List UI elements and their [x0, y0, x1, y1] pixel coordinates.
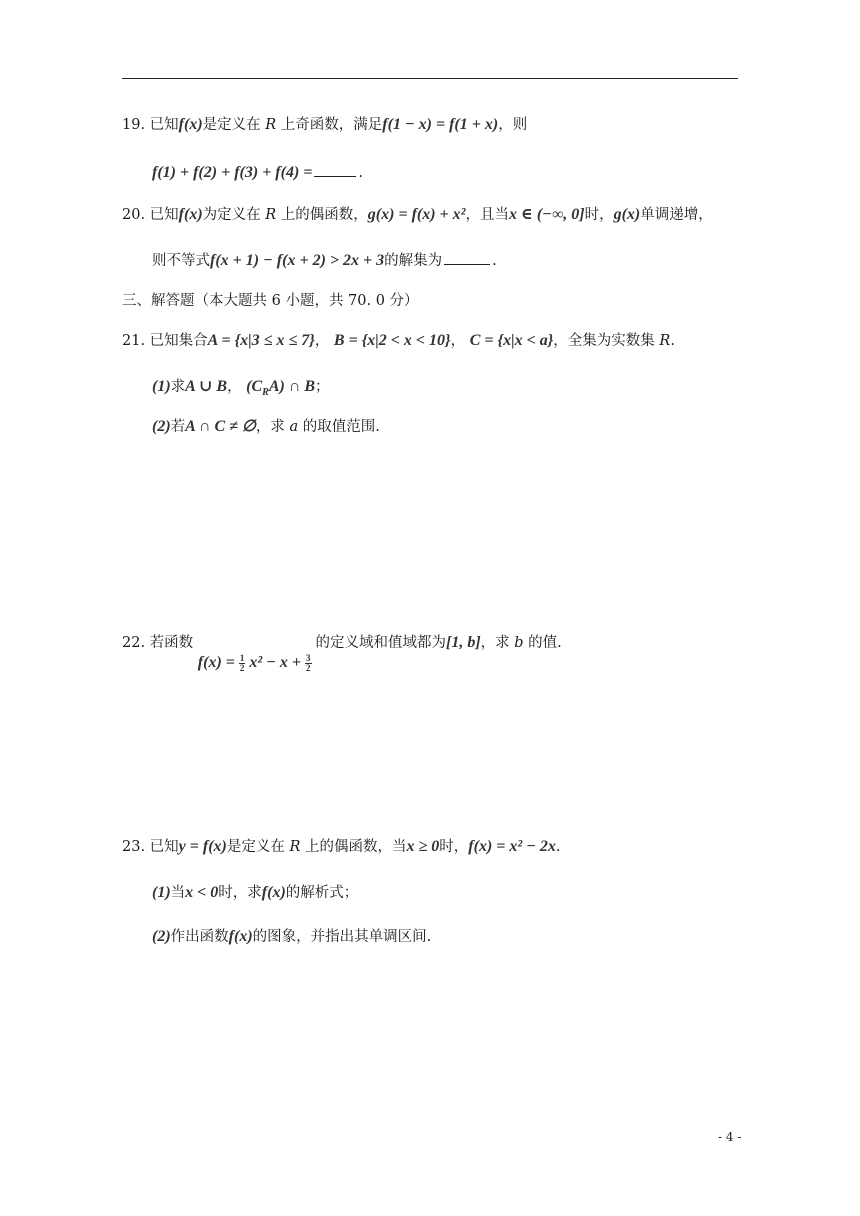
- q22-number: 22.: [122, 635, 146, 651]
- q19-line2: f(1) + f(2) + f(3) + f(4) = .: [152, 164, 364, 181]
- answer-blank: [314, 174, 356, 177]
- math-symmetry: f(1 − x) = f(1 + x): [382, 116, 499, 133]
- math-quadratic: f(x) = $\frac{1}{2}$ x² − x + $\frac{3}{2}$: [197, 652, 311, 673]
- q20-line2: 则不等式f(x + 1) − f(x + 2) > 2x + 3的解集为 .: [152, 252, 497, 269]
- q23-part2: (2)作出函数f(x)的图象，并指出其单调区间.: [152, 928, 432, 945]
- q19-number: 19.: [122, 117, 146, 133]
- fraction-half: $\frac{1}{2}$: [239, 652, 245, 673]
- math-fx: f(x): [178, 116, 203, 133]
- answer-blank: [444, 262, 490, 265]
- math-sum: f(1) + f(2) + f(3) + f(4) =: [152, 164, 313, 181]
- q20-line1: 20. 已知f(x)为定义在 R 上的偶函数，g(x) = f(x) + x²，且当x ∈ (−∞, 0]时，g(x)单调递增，: [122, 206, 713, 223]
- page-number: - 4 -: [718, 1130, 742, 1144]
- header-rule: [122, 78, 738, 79]
- q23-number: 23.: [122, 839, 146, 855]
- section-heading: 三、解答题（本大题共 6 小题，共 70. 0 分）: [122, 293, 419, 309]
- q23-line1: 23. 已知y = f(x)是定义在 R 上的偶函数，当x ≥ 0时，f(x) = x² − 2x.: [122, 838, 561, 855]
- q21-number: 21.: [122, 333, 146, 349]
- q21-line1: 21. 已知集合A = {x|3 ≤ x ≤ 7}， B = {x|2 < x < 10}， C = {x|x < a}，全集为实数集 R.: [122, 332, 675, 349]
- q21-part2: (2)若A ∩ C ≠ ∅，求 a 的取值范围.: [152, 418, 380, 435]
- q23-part1: (1)当x < 0时，求f(x)的解析式；: [152, 884, 359, 901]
- fraction-three-halves: $\frac{3}{2}$: [306, 652, 311, 673]
- q19-line1: 19. 已知f(x)是定义在 R 上奇函数，满足f(1 − x) = f(1 + x)，则: [122, 116, 528, 133]
- q21-part1: (1)求A ∪ B， $(C_RA)$ ∩ B；: [152, 378, 330, 398]
- q20-number: 20.: [122, 207, 146, 223]
- q22-line: 22. 若函数 f(x) = $\frac{1}{2}$ x² − x + $\frac{3}{2}$ 的定义域和值域都为[1, b]，求 b 的值.: [122, 634, 562, 673]
